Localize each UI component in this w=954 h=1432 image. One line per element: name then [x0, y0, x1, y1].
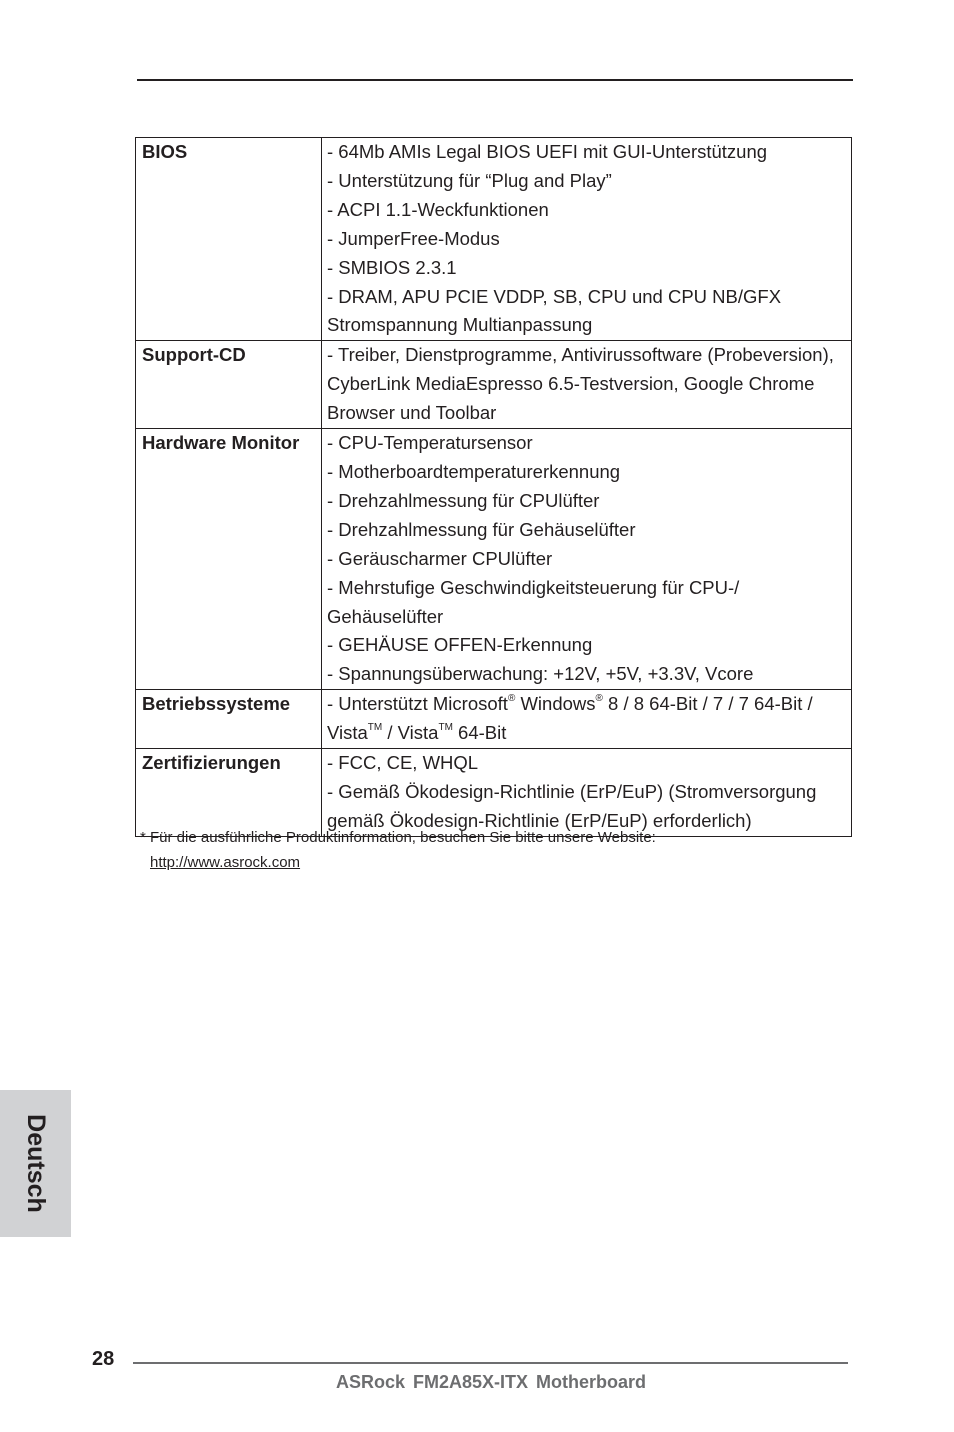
list-item: - Mehrstufige Geschwindigkeitsteuerung für CPU-/ Gehäuselüfter: [327, 576, 740, 627]
list-item: - Geräuscharmer CPUlüfter: [327, 547, 553, 569]
table-row-betriebssysteme: [136, 690, 852, 749]
language-tab: [0, 1090, 71, 1237]
language-tab-label: Deutsch: [22, 1114, 51, 1213]
row-label: Support-CD: [136, 341, 322, 429]
list-item: - DRAM, APU PCIE VDDP, SB, CPU und CPU NB/GFX Stromspannung Multianpassung: [327, 285, 782, 336]
list-item: - GEHÄUSE OFFEN-Erkennung: [327, 634, 593, 656]
list-item: - CPU-Temperatursensor: [327, 432, 533, 454]
footnote-text: * Für die ausführliche Produktinformation, besuchen Sie bitte unsere Website:: [140, 829, 656, 846]
table-row-hardware-monitor: [136, 429, 852, 690]
website-link[interactable]: http://www.asrock.com: [150, 854, 301, 871]
row-values: [322, 749, 852, 837]
list-item: - Gemäß Ökodesign-Richtlinie (ErP/EuP) (Stromversorgung gemäß Ökodesign-Richtlinie (ErP/EuP) erforderlich): [327, 780, 817, 831]
row-label: BIOS: [136, 138, 322, 341]
page-number: 28: [92, 1348, 115, 1370]
list-item: - SMBIOS 2.3.1: [327, 256, 457, 278]
table-row-zertifizierungen: [136, 749, 852, 837]
list-item: - Unterstützung für “Plug and Play”: [327, 169, 612, 191]
row-label: Hardware Monitor: [136, 429, 322, 690]
footnote: [140, 828, 656, 873]
list-item: - Spannungsüberwachung: +12V, +5V, +3.3V, Vcore: [327, 663, 754, 685]
list-item: - Drehzahlmessung für Gehäuselüfter: [327, 518, 636, 540]
list-item: - ACPI 1.1-Weckfunktionen: [327, 198, 549, 220]
row-values: [322, 138, 852, 341]
list-item: - Treiber, Dienstprogramme, Antivirussoftware (Probeversion), CyberLink MediaEspresso 6.5-Testversion, Google Chrome Browser und Toolbar: [327, 344, 834, 424]
spec-table: [135, 137, 852, 837]
row-values: [322, 341, 852, 429]
row-label: Betriebssysteme: [136, 690, 322, 749]
row-values: [322, 429, 852, 690]
list-item: - Drehzahlmessung für CPUlüfter: [327, 489, 600, 511]
list-item: - 64Mb AMIs Legal BIOS UEFI mit GUI-Unterstützung: [327, 141, 768, 162]
table-row-support-cd: [136, 341, 852, 429]
footer-title: ASRock FM2A85X-ITX Motherboard: [336, 1372, 647, 1392]
table-row-bios: [136, 138, 852, 341]
top-rule: [137, 79, 853, 81]
list-item: - Unterstützt Microsoft® Windows® 8 / 8 64-Bit / 7 / 7 64-Bit / Vista™ / Vista™ 64-Bit: [327, 693, 813, 744]
list-item: - Motherboardtemperaturerkennung: [327, 460, 621, 482]
row-values: [322, 690, 852, 749]
list-item: - FCC, CE, WHQL: [327, 752, 479, 774]
list-item: - JumperFree-Modus: [327, 227, 500, 249]
row-label: Zertifizierungen: [136, 749, 322, 837]
bottom-rule: [133, 1362, 848, 1364]
